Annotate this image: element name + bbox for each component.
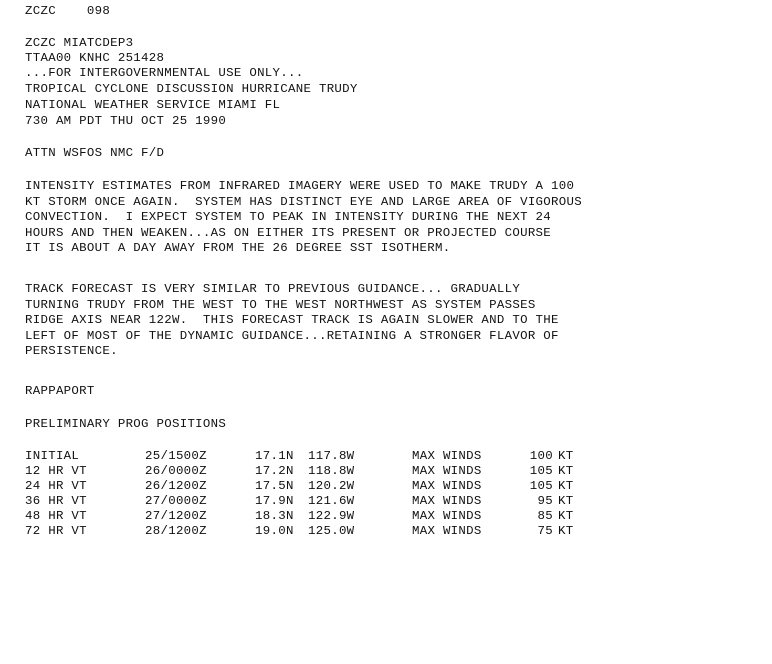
latitude: 17.1N <box>255 449 294 463</box>
position-row <box>25 479 574 495</box>
header-line-2: ZCZC MIATCDEP3 <box>25 36 134 50</box>
header-line-6: NATIONAL WEATHER SERVICE MIAMI FL <box>25 98 281 112</box>
wind-unit: KT <box>558 524 574 538</box>
max-winds-value: 95 <box>537 494 553 508</box>
max-winds-value: 75 <box>537 524 553 538</box>
longitude: 121.6W <box>308 494 355 508</box>
max-winds-value: 85 <box>537 509 553 523</box>
position-row <box>25 524 574 540</box>
valid-date: 27/1200Z <box>145 509 207 523</box>
max-winds-label: MAX WINDS <box>412 509 482 523</box>
latitude: 18.3N <box>255 509 294 523</box>
discussion-paragraph-1: INTENSITY ESTIMATES FROM INFRARED IMAGERY WERE USED TO MAKE TRUDY A 100 KT STORM ONCE AGAIN. SYSTEM HAS DISTINCT EYE AND LARGE AREA OF VIGOROUS CONVECTION. I EXPECT SYSTEM TO PEAK IN INTENSITY DURING THE NEXT 24 HOURS AND THEN WEAKEN...AS ON EITHER ITS PRESENT OR PROJECTED COURSE IT IS ABOUT A DAY AWAY FROM THE 26 DEGREE SST ISOTHERM. <box>25 179 582 256</box>
wind-unit: KT <box>558 494 574 508</box>
longitude: 122.9W <box>308 509 355 523</box>
header-line-7: 730 AM PDT THU OCT 25 1990 <box>25 114 227 128</box>
position-row <box>25 509 574 525</box>
latitude: 19.0N <box>255 524 294 538</box>
header-line-1: ZCZC 098 <box>25 4 111 18</box>
forecast-time: 72 HR VT <box>25 524 87 538</box>
valid-date: 26/0000Z <box>145 464 207 478</box>
wind-unit: KT <box>558 479 574 493</box>
latitude: 17.2N <box>255 464 294 478</box>
position-row <box>25 449 574 465</box>
position-row <box>25 464 574 480</box>
attn-line: ATTN WSFOS NMC F/D <box>25 146 165 160</box>
forecast-time: 48 HR VT <box>25 509 87 523</box>
longitude: 117.8W <box>308 449 355 463</box>
longitude: 120.2W <box>308 479 355 493</box>
position-row <box>25 494 574 510</box>
discussion-paragraph-2: TRACK FORECAST IS VERY SIMILAR TO PREVIOUS GUIDANCE... GRADUALLY TURNING TRUDY FROM THE WEST TO THE WEST NORTHWEST AS SYSTEM PASSES RIDGE AXIS NEAR 122W. THIS FORECAST TRACK IS AGAIN SLOWER AND TO THE LEFT OF MOST OF THE DYNAMIC GUIDANCE...RETAINING A STRONGER FLAVOR OF PERSISTENCE. <box>25 282 559 359</box>
longitude: 125.0W <box>308 524 355 538</box>
latitude: 17.5N <box>255 479 294 493</box>
max-winds-value: 105 <box>529 479 553 493</box>
max-winds-label: MAX WINDS <box>412 494 482 508</box>
forecast-time: 36 HR VT <box>25 494 87 508</box>
longitude: 118.8W <box>308 464 355 478</box>
forecast-time: 12 HR VT <box>25 464 87 478</box>
max-winds-value: 105 <box>529 464 553 478</box>
header-line-3: TTAA00 KNHC 251428 <box>25 51 165 65</box>
wind-unit: KT <box>558 509 574 523</box>
forecaster-name: RAPPAPORT <box>25 384 95 398</box>
max-winds-label: MAX WINDS <box>412 479 482 493</box>
wind-unit: KT <box>558 464 574 478</box>
max-winds-value: 100 <box>529 449 553 463</box>
max-winds-label: MAX WINDS <box>412 524 482 538</box>
wind-unit: KT <box>558 449 574 463</box>
valid-date: 25/1500Z <box>145 449 207 463</box>
latitude: 17.9N <box>255 494 294 508</box>
header-line-5: TROPICAL CYCLONE DISCUSSION HURRICANE TRUDY <box>25 82 358 96</box>
valid-date: 28/1200Z <box>145 524 207 538</box>
positions-heading: PRELIMINARY PROG POSITIONS <box>25 417 227 431</box>
valid-date: 27/0000Z <box>145 494 207 508</box>
max-winds-label: MAX WINDS <box>412 464 482 478</box>
header-line-4: ...FOR INTERGOVERNMENTAL USE ONLY... <box>25 66 304 80</box>
forecast-time: 24 HR VT <box>25 479 87 493</box>
max-winds-label: MAX WINDS <box>412 449 482 463</box>
forecast-time: INITIAL <box>25 449 80 463</box>
valid-date: 26/1200Z <box>145 479 207 493</box>
